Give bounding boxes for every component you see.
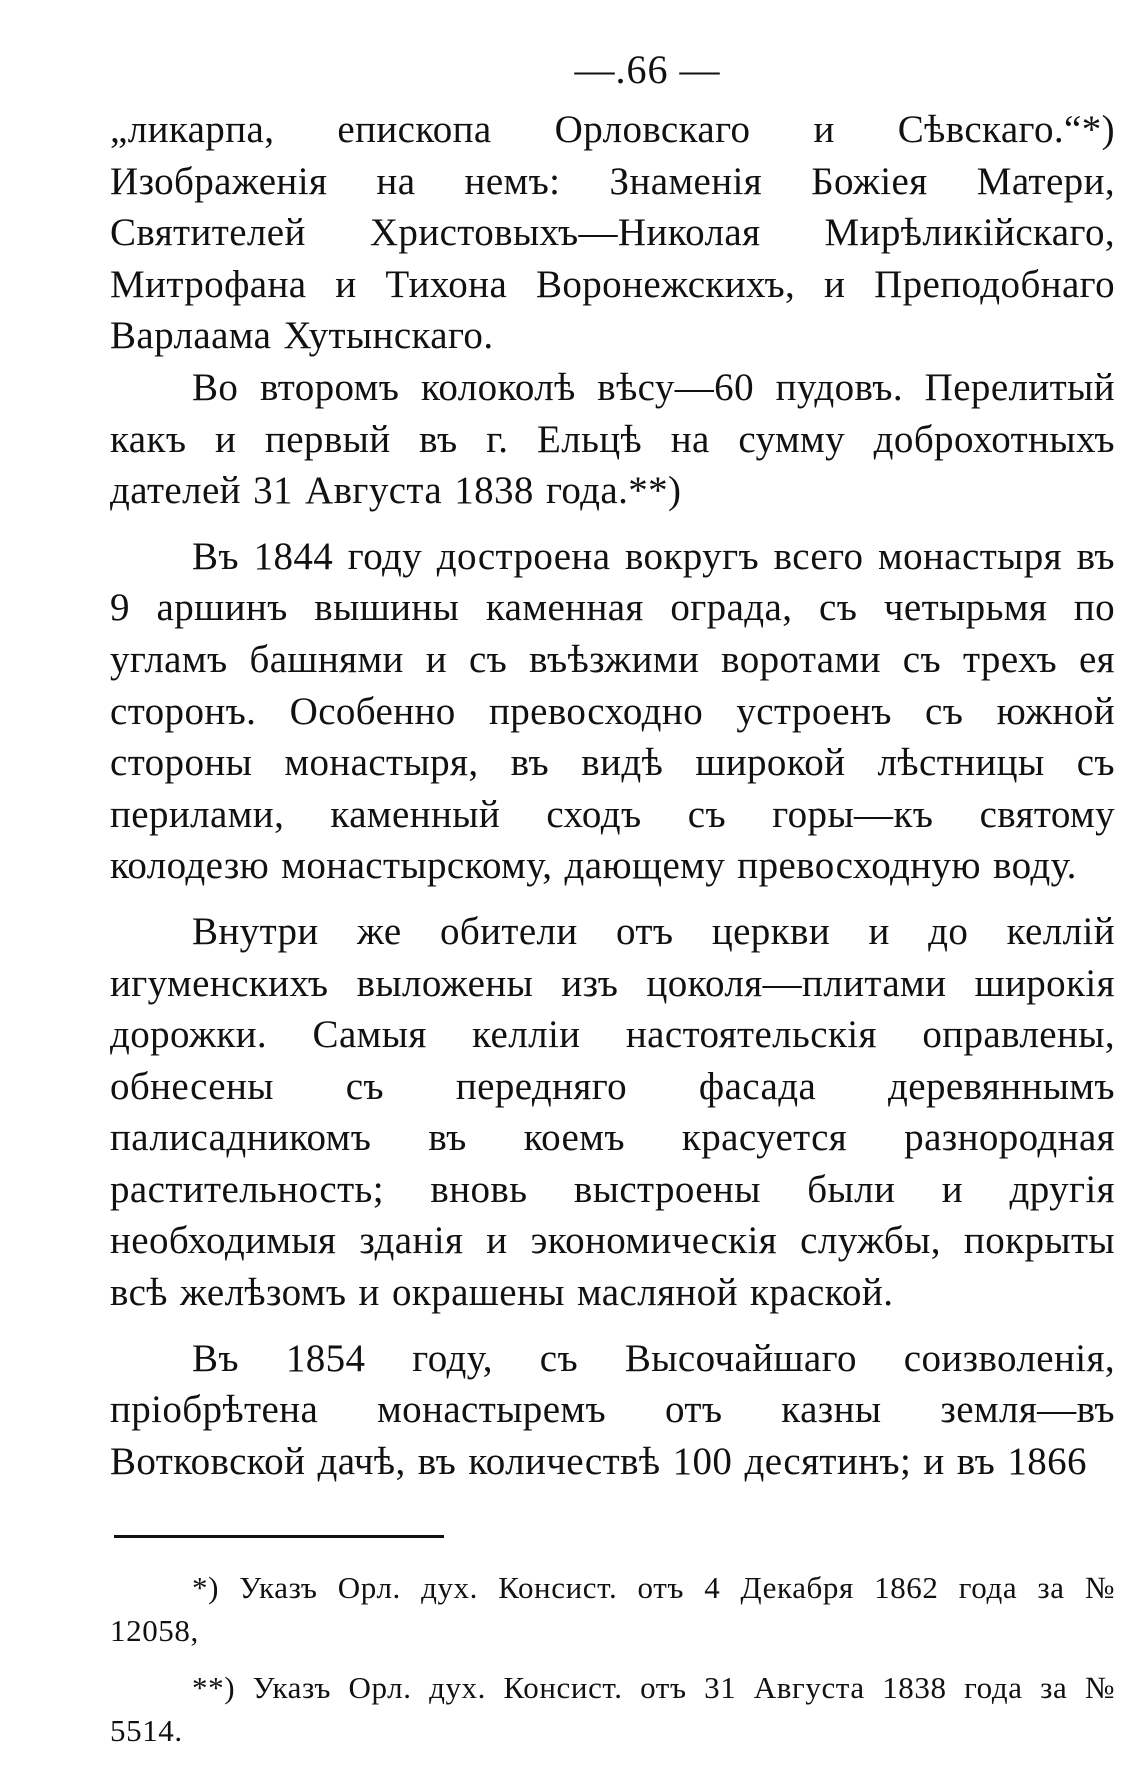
page-number: —.66 — — [574, 47, 721, 92]
footnote-1: *) Указъ Орл. дух. Консист. отъ 4 Декабря 1862 года за № 12058, — [110, 1570, 1115, 1649]
paragraph-5: Въ 1854 году, съ Высочайшаго соизволенія, пріобрѣтена монастыремъ отъ казны земля—въ Вотковской дачѣ, въ количествѣ 100 десятинъ; и въ 1866 — [110, 1336, 1115, 1483]
paragraph-1: „ликарпа, епископа Орловскаго и Сѣвскаго.“*) Изображенія на немъ: Знаменія Божіея Матери, Святителей Христовыхъ—Николая Мирѣликійскаго, Митрофана и Тихона Воронежскихъ, и Преподобнаго Варлаама Хутынскаго. — [110, 108, 1115, 358]
paragraph-2: Во второмъ колоколѣ вѣсу—60 пудовъ. Перелитый какъ и первый въ г. Ельцѣ на сумму доброхотныхъ дателей 31 Августа 1838 года.**) — [110, 365, 1115, 513]
footnote-divider — [114, 1535, 444, 1538]
body-text — [110, 104, 1115, 1487]
footnote-2: **) Указъ Орл. дух. Консист. отъ 31 Августа 1838 года за № 5514. — [110, 1670, 1115, 1749]
footnotes — [110, 1566, 1115, 1752]
paragraph-4: Внутри же обители отъ церкви и до келлій игуменскихъ выложены изъ цоколя—плитами широкія дорожки. Самыя келліи настоятельскія оправлены, обнесены съ передняго фасада деревяннымъ палисадникомъ въ коемъ красуется разнородная растительность; вновь выстроены были и другія необходимыя зданія и экономическія службы, покрыты всѣ желѣзомъ и окрашены масляной краской. — [110, 909, 1115, 1315]
book-page — [110, 40, 1115, 1766]
paragraph-3: Въ 1844 году достроена вокругъ всего монастыря въ 9 аршинъ вышины каменная ограда, съ четырьмя по угламъ башнями и съ въѣзжими воротами съ трехъ ея сторонъ. Особенно превосходно устроенъ съ южной стороны монастыря, въ видѣ широкой лѣстницы съ перилами, каменный сходъ съ горы—къ святому колодезю монастырскому, дающему превосходную воду. — [110, 534, 1115, 888]
